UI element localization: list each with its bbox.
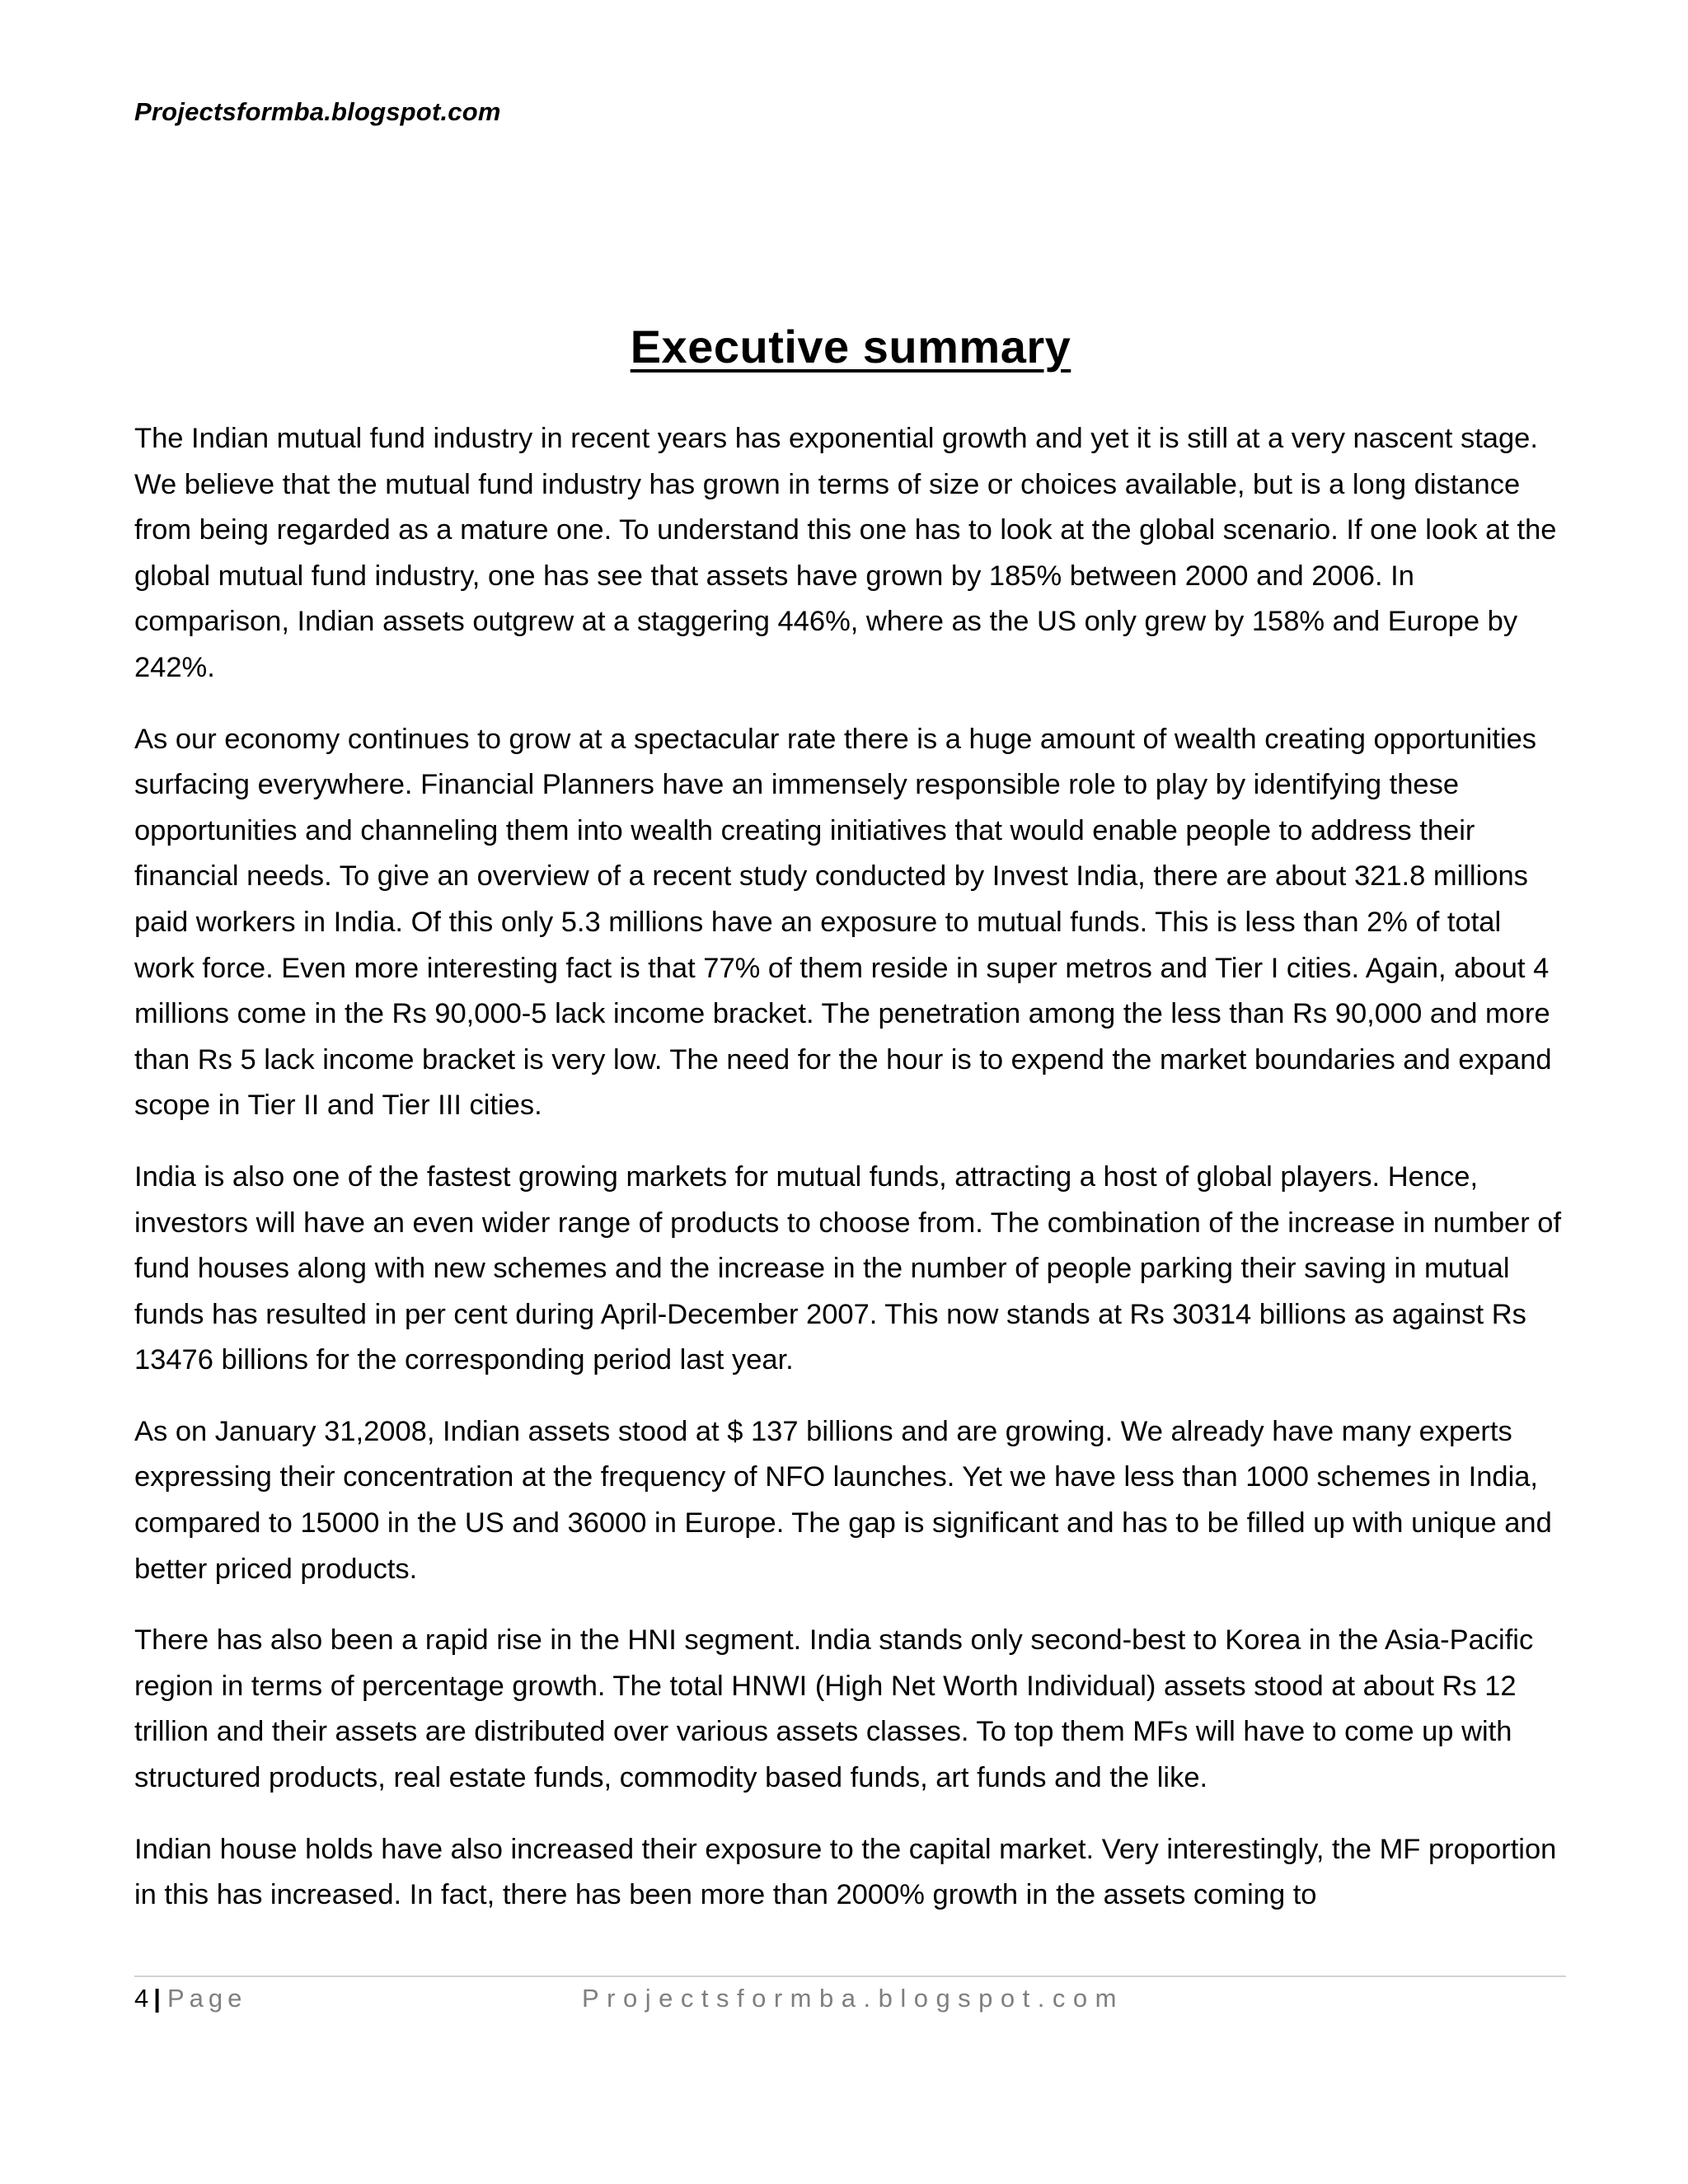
footer-site-name: Projectsformba.blogspot.com bbox=[582, 1984, 1124, 2013]
body-text bbox=[134, 416, 1564, 1944]
page-title: Executive summary bbox=[630, 321, 1071, 373]
paragraph-1: The Indian mutual fund industry in recent years has exponential growth and yet it is still at a very nascent stage. We believe that the mutual fund industry has grown in terms of size or choices available, but is a long distance from being regarded as a mature one. To understand this one has to look at the global scenario. If one look at the global mutual fund industry, one has see that assets have grown by 185% between 2000 and 2006. In comparison, Indian assets outgrew at a staggering 446%, where as the US only grew by 158% and Europe by 242%. bbox=[134, 423, 1557, 683]
paragraph-6: Indian house holds have also increased their exposure to the capital market. Very interestingly, the MF proportion in this has increased. In fact, there has been more than 2000% growth in the assets coming to bbox=[134, 1833, 1557, 1911]
header-site-name: Projectsformba.blogspot.com bbox=[134, 97, 501, 126]
footer-page-number: 4 bbox=[134, 1984, 149, 2013]
paragraph-3: India is also one of the fastest growing markets for mutual funds, attracting a host of global players. Hence, investors will have an even wider range of products to choose from. The combination of the increase in number of fund houses along with new schemes and the increase in the number of people parking their saving in mutual funds has resulted in per cent during April-December 2007. This now stands at Rs 30314 billions as against Rs 13476 billions for the corresponding period last year. bbox=[134, 1160, 1562, 1376]
paragraph-5: There has also been a rapid rise in the HNI segment. India stands only second-best to Korea in the Asia-Pacific region in terms of percentage growth. The total HNWI (High Net Worth Individual) assets stood at about Rs 12 trillion and their assets are distributed over various assets classes. To top them MFs will have to come up with structured products, real estate funds, commodity based funds, art funds and the like. bbox=[134, 1624, 1534, 1794]
footer-page-info bbox=[134, 1978, 246, 2019]
footer-divider bbox=[134, 1975, 1566, 1977]
paragraph-2: As our economy continues to grow at a spectacular rate there is a huge amount of wealth creating opportunities surfacing everywhere. Financial Planners have an immensely responsible role to play by identifying these opportunities and channeling them into wealth creating initiatives that would enable people to address their financial needs. To give an overview of a recent study conducted by Invest India, there are about 321.8 millions paid workers in India. Of this only 5.3 millions have an exposure to mutual funds. This is less than 2% of total work force. Even more interesting fact is that 77% of them reside in super metros and Tier I cities. Again, about 4 millions come in the Rs 90,000-5 lack income bracket. The penetration among the less than Rs 90,000 and more than Rs 5 lack income bracket is very low. The need for the hour is to expend the market boundaries and expand scope in Tier II and Tier III cities. bbox=[134, 723, 1552, 1122]
footer-separator: | bbox=[153, 1984, 161, 2013]
footer-page-label: Page bbox=[166, 1984, 247, 2013]
page-footer bbox=[134, 1978, 1566, 2019]
paragraph-4: As on January 31,2008, Indian assets stood at $ 137 billions and are growing. We already have many experts expressing their concentration at the frequency of NFO launches. Yet we have less than 1000 schemes in India, compared to 15000 in the US and 36000 in Europe. The gap is significant and has to be filled up with unique and better priced products. bbox=[134, 1415, 1552, 1585]
